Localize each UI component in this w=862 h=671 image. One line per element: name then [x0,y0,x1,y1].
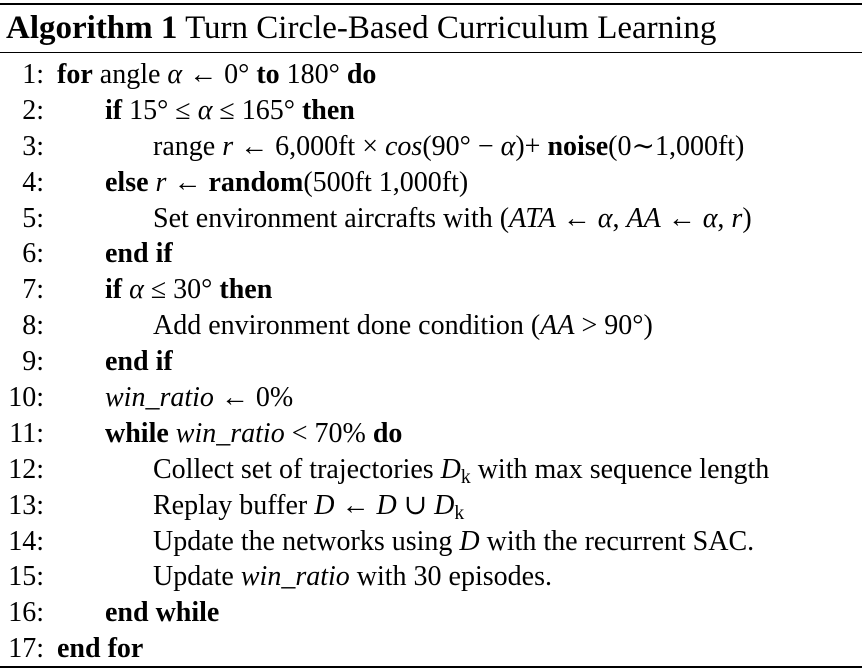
algorithm-line [0,57,862,93]
algorithm-line [0,272,862,308]
algorithm-line [0,631,862,667]
keyword: do [372,417,403,449]
keyword: end if [105,238,173,270]
line-number: 11: [9,417,44,449]
text-run: ← [334,489,377,521]
text-run: 180° [279,59,347,90]
bottom-rule [0,666,862,668]
text-run: Set environment aircrafts with ( [153,202,510,234]
line-number: 12: [8,453,44,485]
line-content [105,344,173,380]
keyword: while [105,417,169,449]
text-run: Add environment done condition ( [153,310,541,342]
text-run: ≤ 165° [212,94,302,126]
math-symbol: cos [385,130,423,162]
keyword: then [301,94,355,126]
text-run: , [612,202,627,234]
text-run: (0∼1,000ft) [608,130,745,162]
text-run: Update [153,561,241,593]
text-run: Replay buffer [153,489,315,521]
math-symbol: D [434,489,455,521]
keyword: noise [547,130,609,162]
line-content [105,236,173,272]
algorithm-line [0,416,862,452]
math-symbol: win_ratio [240,561,350,593]
text-run: with 30 episodes. [349,561,552,593]
line-content [57,631,143,667]
line-number: 13: [8,489,44,521]
math-symbol: D [376,489,397,521]
line-content [153,129,744,165]
math-symbol: α [167,59,183,90]
math-symbol: AA [540,310,575,342]
line-content [153,559,552,595]
math-symbol: win_ratio [175,417,285,449]
math-symbol: D [440,453,461,485]
subscript: k [460,466,471,488]
line-content [105,93,355,129]
math-symbol: AA [626,202,661,234]
math-symbol: ATA [509,202,556,234]
keyword: then [219,274,273,306]
text-run: ← 0° [182,59,257,90]
math-symbol: α [500,130,516,162]
algorithm-line [0,308,862,344]
line-number: 14: [8,525,44,557]
text-run: ) [742,202,752,234]
line-content [153,452,769,488]
keyword: if [105,274,123,306]
line-content [57,57,376,93]
text-run: 15° ≤ [122,94,198,126]
text-run: with max sequence length [470,453,770,485]
line-number: 9: [22,346,44,378]
text-run: (90° − [422,130,501,162]
text-run: ← [555,202,598,234]
line-number: 16: [8,597,44,629]
keyword: random [208,166,304,198]
math-symbol: α [129,274,144,306]
line-number: 17: [8,633,44,665]
math-symbol: r [155,166,167,198]
text-run: Collect set of trajectories [153,453,441,485]
keyword: end for [57,633,144,665]
line-number: 6: [22,238,44,270]
line-content [153,524,754,560]
text-run: )+ [515,130,548,162]
line-number: 1: [22,59,44,90]
math-symbol: α [702,202,718,234]
line-content [105,165,468,201]
text-run [169,418,176,449]
algorithm-line [0,559,862,595]
algorithm-line [0,129,862,165]
line-number: 4: [22,166,44,198]
line-content [153,201,752,237]
text-run: (500ft 1,000ft) [303,166,469,198]
top-rule [0,3,862,5]
text-run: ← 6,000ft × [233,130,385,162]
text-run: Update the networks using [153,525,460,557]
algorithm-line [0,201,862,237]
text-run: with the recurrent SAC. [479,525,755,557]
text-run: ∪ [396,489,435,521]
math-symbol: α [197,94,213,126]
subscript: k [454,502,465,524]
algorithm-line [0,344,862,380]
algorithm-line [0,236,862,272]
algorithm-line [0,524,862,560]
line-content [105,272,272,308]
math-symbol: win_ratio [105,382,214,414]
math-symbol: r [222,130,234,162]
algorithm-line [0,93,862,129]
text-run: ← [660,202,703,234]
keyword: to [256,59,280,90]
keyword: end while [105,597,220,629]
keyword: else [105,166,149,198]
caption-rule [0,52,862,53]
text-run: ← 0% [213,382,294,414]
text-run: > 90°) [574,310,653,342]
line-number: 10: [8,382,44,414]
line-content [153,308,653,344]
algorithm-line [0,380,862,416]
text-run: < 70% [284,417,373,449]
algorithm-line [0,452,862,488]
algorithm-label: Algorithm 1 [6,10,178,46]
text-run [149,167,156,198]
line-content [105,380,293,416]
line-number: 5: [22,202,44,234]
text-run: ≤ 30° [143,274,220,306]
line-content [105,595,219,631]
line-number: 3: [22,130,44,162]
line-content [105,416,402,452]
line-number: 2: [22,94,44,126]
text-run: range [153,130,223,162]
math-symbol: r [731,202,743,234]
line-number: 8: [22,310,44,342]
math-symbol: D [314,489,335,521]
algorithm-line [0,488,862,524]
algorithm-caption [6,8,716,48]
line-number: 15: [8,561,44,593]
algorithm-line [0,595,862,631]
math-symbol: D [459,525,480,557]
line-number: 7: [22,274,44,306]
text-run: angle [92,59,168,90]
line-content [153,488,464,524]
keyword: end if [105,346,173,378]
keyword: for [57,59,93,90]
text-run: , [717,202,732,234]
keyword: if [105,94,123,126]
algorithm-line [0,165,862,201]
text-run: ← [166,166,209,198]
algorithm-title: Turn Circle-Based Curriculum Learning [185,10,717,46]
keyword: do [346,59,377,90]
algorithm-lines [0,57,862,667]
math-symbol: α [597,202,613,234]
